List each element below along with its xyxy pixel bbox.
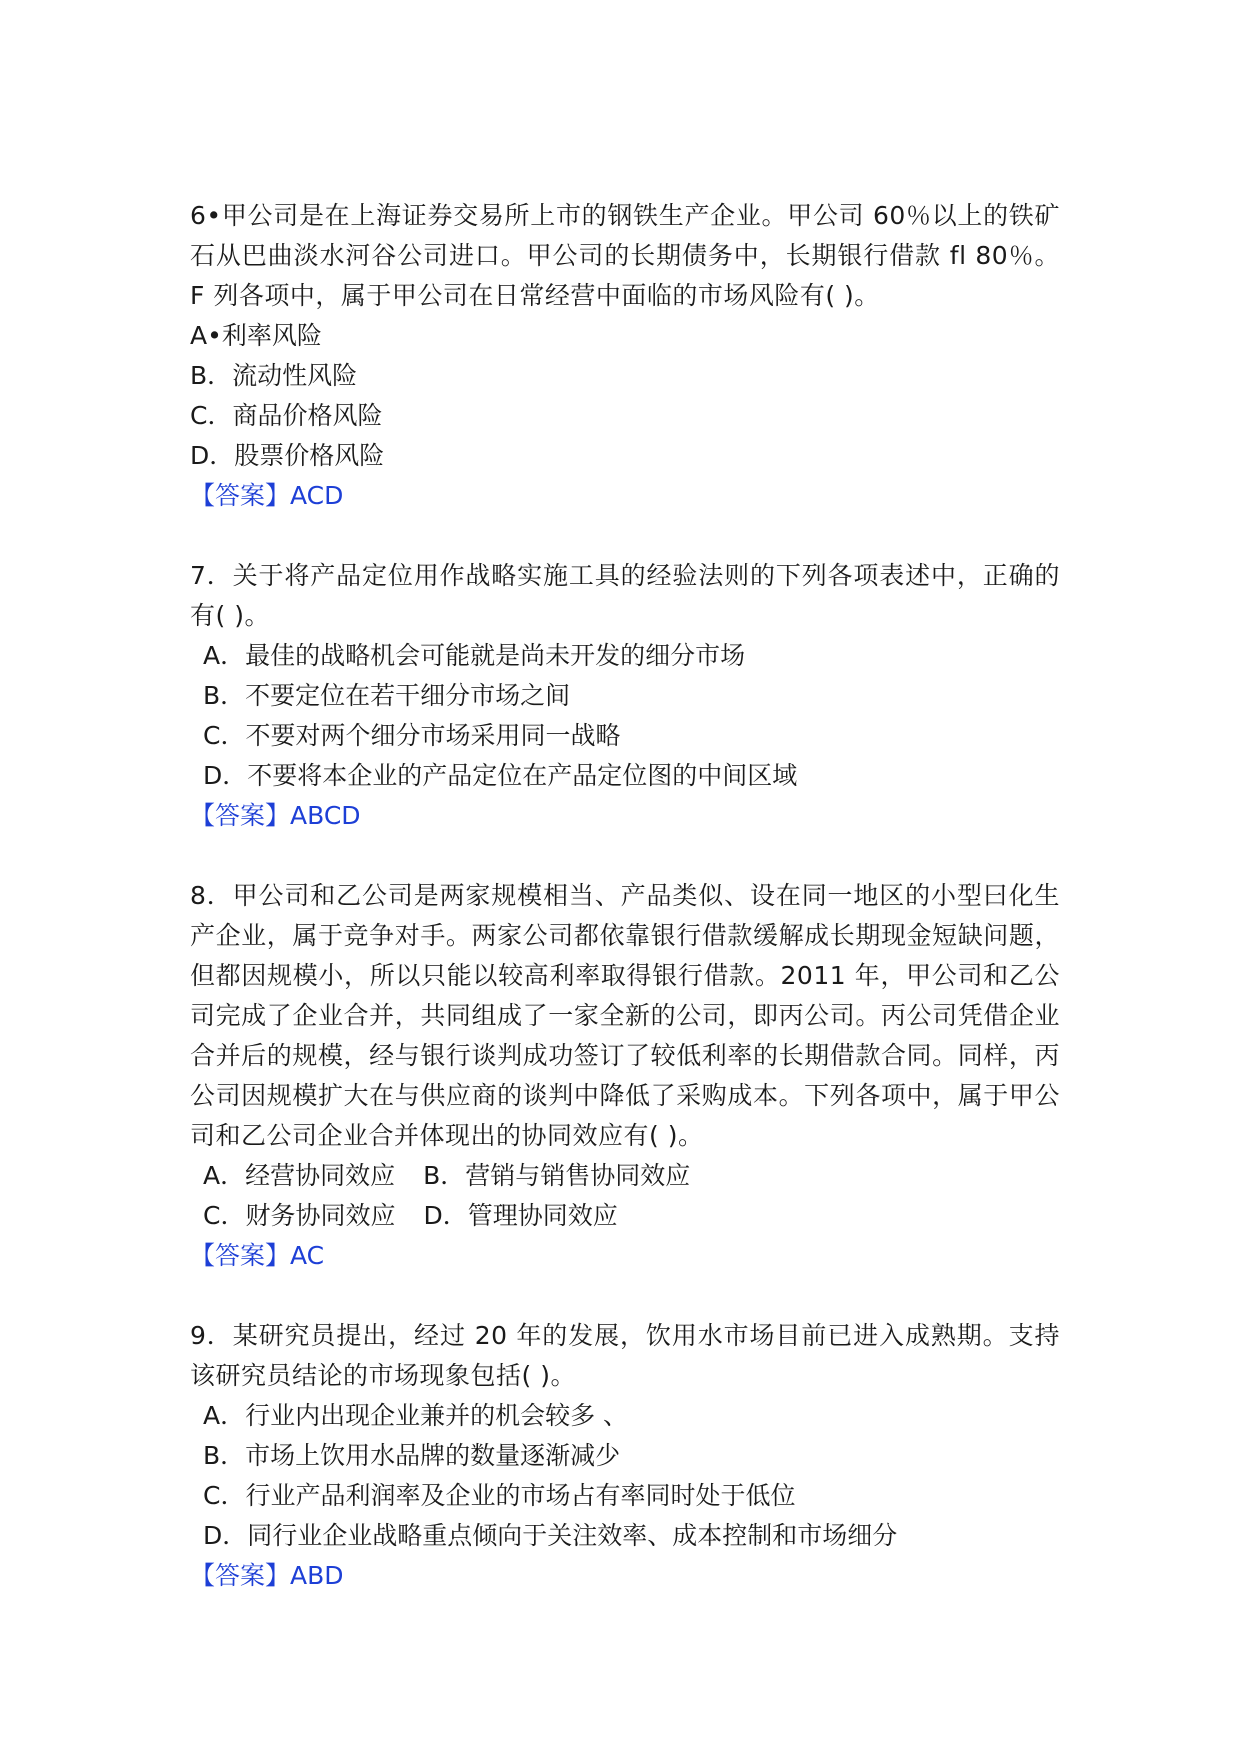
question-6 xyxy=(190,196,1060,516)
option-d: D．股票价格风险 xyxy=(190,441,385,470)
option-c: C．商品价格风险 xyxy=(190,401,383,430)
option-a: A•利率风险 xyxy=(190,321,322,350)
option-c: C．行业产品利润率及企业的市场占有率同时处于低位 xyxy=(203,1481,796,1510)
option-b: B．不要定位在若干细分市场之间 xyxy=(203,681,571,710)
option-list xyxy=(190,636,1060,796)
option-a: A．行业内出现企业兼并的机会较多 、 xyxy=(203,1401,629,1430)
option-row-2 xyxy=(190,1196,1060,1236)
option-b: B．流动性风险 xyxy=(190,361,358,390)
question-8 xyxy=(190,876,1060,1276)
question-7 xyxy=(190,556,1060,836)
answer-text: 【答案】ABCD xyxy=(190,801,361,830)
option-a: A．经营协同效应 xyxy=(203,1161,396,1190)
document-page xyxy=(190,196,1060,1636)
option-a: A．最佳的战略机会可能就是尚未开发的细分市场 xyxy=(203,641,746,670)
answer-text: 【答案】ACD xyxy=(190,481,344,510)
question-text: 6•甲公司是在上海证券交易所上市的钢铁生产企业。甲公司 60％以上的铁矿石从巴曲淡水河谷公司进口。甲公司的长期债务中，长期银行借款 fl 80％。F 列各项中，属于甲公司在日常经营中面临的市场风险有( )。 xyxy=(190,201,1060,310)
option-list xyxy=(190,316,1060,476)
question-9 xyxy=(190,1316,1060,1596)
answer-text: 【答案】ABD xyxy=(190,1561,344,1590)
option-d: D．不要将本企业的产品定位在产品定位图的中间区域 xyxy=(203,761,798,790)
question-text: 8．甲公司和乙公司是两家规模相当、产品类似、设在同一地区的小型曰化生产企业，属于竞争对手。两家公司都依靠银行借款缓解成长期现金短缺问题，但都因规模小，所以只能以较高利率取得银行借款。2011 年，甲公司和乙公司完成了企业合并，共同组成了一家全新的公司，即丙公司。丙公司凭借企业合并后的规模，经与银行谈判成功签订了较低利率的长期借款合同。同样，丙公司因规模扩大在与供应商的谈判中降低了采购成本。下列各项中，属于甲公司和乙公司企业合并体现出的协同效应有( )。 xyxy=(190,881,1060,1150)
option-c: C．不要对两个细分市场采用同一战略 xyxy=(203,721,621,750)
option-b: B．市场上饮用水品牌的数量逐渐减少 xyxy=(203,1441,621,1470)
question-text: 7．关于将产品定位用作战略实施工具的经验法则的下列各项表述中，正确的有( )。 xyxy=(190,561,1060,630)
option-row-1 xyxy=(190,1156,1060,1196)
question-text: 9．某研究员提出，经过 20 年的发展，饮用水市场目前已进入成熟期。支持该研究员结论的市场现象包括( )。 xyxy=(190,1321,1060,1390)
option-d: D．同行业企业战略重点倾向于关注效率、成本控制和市场细分 xyxy=(203,1521,898,1550)
option-c: C．财务协同效应 xyxy=(203,1201,396,1230)
option-b: B．营销与销售协同效应 xyxy=(423,1161,691,1190)
option-list xyxy=(190,1396,1060,1556)
option-d: D．管理协同效应 xyxy=(423,1201,618,1230)
answer-text: 【答案】AC xyxy=(190,1241,325,1270)
